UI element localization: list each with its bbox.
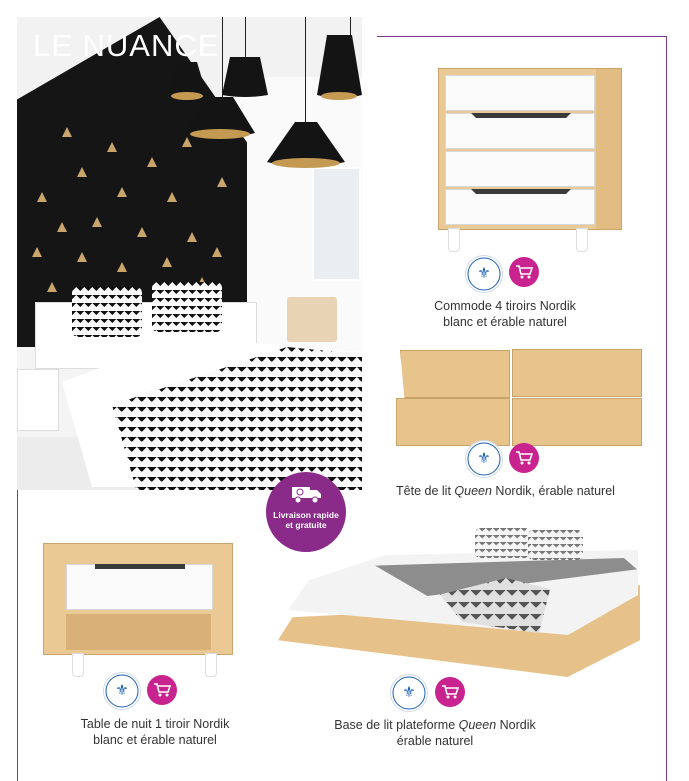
headboard-image-top-right <box>512 349 642 397</box>
add-to-cart-button[interactable] <box>509 443 539 473</box>
product-name-italic: Queen <box>458 718 497 732</box>
product-caption[interactable] <box>45 716 265 748</box>
pendant-lamp-icon <box>222 57 268 97</box>
delivery-truck-icon <box>292 484 322 504</box>
product-caption[interactable] <box>405 298 605 330</box>
dresser-image <box>438 68 622 230</box>
product-name: Table de nuit 1 tiroir Nordik <box>80 717 230 731</box>
product-subtitle: érable naturel <box>396 734 474 748</box>
fleur-de-lis-icon: ⚜ <box>477 450 491 467</box>
product-subtitle: blanc et érable naturel <box>93 733 217 747</box>
skylight-window <box>312 167 361 281</box>
pendant-lamp-icon <box>167 62 207 100</box>
quebec-made-badge <box>390 674 428 712</box>
quebec-made-badge <box>103 672 141 710</box>
shopping-cart-icon <box>441 684 459 700</box>
fleur-de-lis-icon: ⚜ <box>115 682 129 699</box>
quebec-made-badge <box>465 255 503 293</box>
headboard-image-top-left <box>400 350 510 398</box>
product-name-suffix: Nordik <box>496 718 536 732</box>
brand-title: LE NUANCE <box>33 28 220 63</box>
product-name-prefix: Tête de lit <box>396 484 455 498</box>
shopping-cart-icon <box>515 450 533 466</box>
product-subtitle: blanc et érable naturel <box>443 315 567 329</box>
shopping-cart-icon <box>153 682 171 698</box>
product-name-suffix: Nordik, érable naturel <box>491 484 615 498</box>
shopping-cart-icon <box>515 264 533 280</box>
decor-letters <box>287 297 337 342</box>
frame-line-left <box>17 490 18 781</box>
fleur-de-lis-icon: ⚜ <box>402 684 416 701</box>
headboard-image-bottom-right <box>512 398 642 446</box>
product-caption[interactable] <box>315 717 555 749</box>
nightstand-image <box>43 543 233 655</box>
add-to-cart-button[interactable] <box>435 677 465 707</box>
fleur-de-lis-icon: ⚜ <box>477 265 491 282</box>
frame-line-top <box>377 36 667 37</box>
delivery-badge[interactable] <box>266 472 346 552</box>
product-caption[interactable] <box>378 483 633 499</box>
delivery-label: Livraison rapide et gratuite <box>273 510 339 530</box>
quebec-made-badge <box>465 440 503 478</box>
add-to-cart-button[interactable] <box>147 675 177 705</box>
pendant-lamp-icon <box>267 122 345 168</box>
frame-line-right <box>666 36 667 781</box>
hero-bedroom-photo <box>17 17 362 490</box>
product-name-italic: Queen <box>454 484 492 498</box>
pendant-lamp-icon <box>317 35 362 100</box>
add-to-cart-button[interactable] <box>509 257 539 287</box>
product-name-prefix: Base de lit plateforme <box>334 718 459 732</box>
pendant-lamp-icon <box>185 97 255 139</box>
product-name: Commode 4 tiroirs Nordik <box>434 299 576 313</box>
headboard-image-bottom-left <box>396 398 510 446</box>
